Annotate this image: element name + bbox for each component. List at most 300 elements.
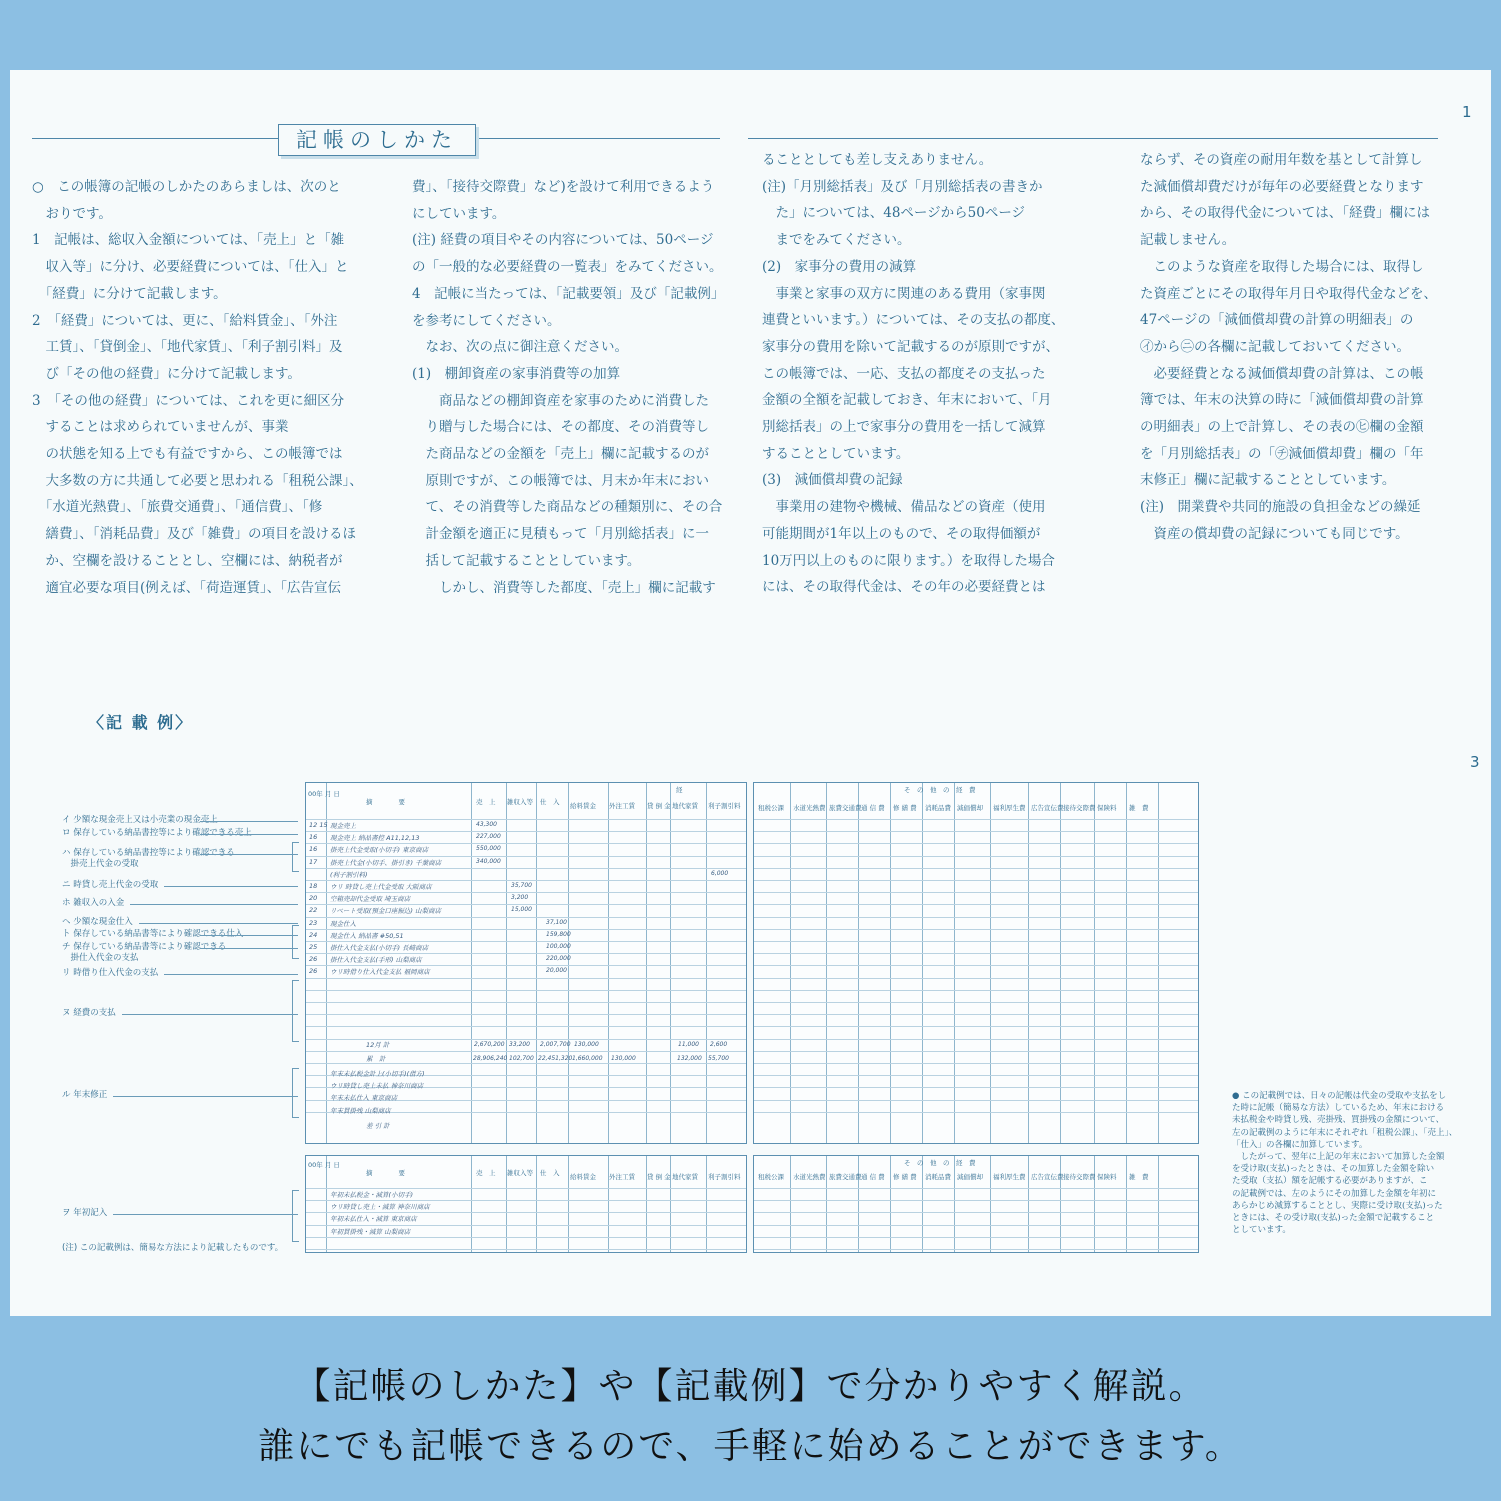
grid-column-line xyxy=(890,783,891,1143)
text-line: することは求められていませんが、事業 xyxy=(32,419,289,436)
grid-column-line xyxy=(1060,783,1061,1143)
header-summary: 摘 要 xyxy=(366,1169,405,1177)
example-label: ヘ 少額な現金仕入 xyxy=(62,917,133,927)
grid-row-line xyxy=(306,880,746,881)
text-line: 原則ですが、この帳簿では、月末か年末におい xyxy=(412,472,709,489)
text-line: (注) 経費の項目やその内容については、50ページ xyxy=(412,232,714,249)
header-other-group: そ の 他 の 経 費 xyxy=(904,1159,976,1167)
label-arrow xyxy=(200,948,298,949)
cumulative-label: 累 計 xyxy=(366,1055,386,1063)
text-line: 資産の償却費の記録についても同じです。 xyxy=(1140,525,1409,542)
entry-date: 17 xyxy=(309,857,318,866)
header-expense: 給料賃金 xyxy=(570,1173,596,1181)
text-line: 収入等」に分け、必要経費については、「仕入」と xyxy=(32,259,349,276)
example-label: ハ 保存している納品書控等により確認できる xyxy=(62,848,235,858)
text-line: (注) 開業費や共同的施設の負担金などの繰延 xyxy=(1140,499,1421,516)
entry-date: 26 xyxy=(309,967,318,976)
grid-row-line xyxy=(306,868,746,869)
example-label: ヌ 経費の支払 xyxy=(62,1008,116,1018)
entry-summary: 掛仕入代金支払(手形) 山梨商店 xyxy=(330,956,422,965)
note-line: ● この記載例では、日々の記帳は代金の受取や支払をし xyxy=(1232,1091,1447,1101)
grid-row-line xyxy=(306,965,746,966)
grid-column-line xyxy=(922,783,923,1143)
entry-date: 12 15 xyxy=(309,821,328,829)
text-line: ○ この帳簿の記帳のしかたのあらましは、次のと xyxy=(32,179,341,195)
text-line: おりです。 xyxy=(32,205,112,222)
month-total-label: 12月 計 xyxy=(366,1041,390,1049)
text-line: なお、次の点に御注意ください。 xyxy=(412,339,628,356)
grid-row-line xyxy=(754,1087,1198,1088)
text-line: 記載しません。 xyxy=(1140,232,1236,249)
ledger-year-start xyxy=(305,1155,747,1253)
grid-column-line xyxy=(646,783,647,1143)
grid-column-line xyxy=(858,783,859,1143)
grid-row-line xyxy=(306,1200,746,1201)
entry-summary: 現金売上 xyxy=(330,822,356,830)
grid-row-line xyxy=(754,941,1198,942)
header-other-expense: 旅費交通費 xyxy=(829,1173,862,1181)
month-total-value: 2,600 xyxy=(710,1041,728,1048)
grid-row-line xyxy=(306,1237,746,1238)
grid-row-line xyxy=(754,1002,1198,1003)
text-line: ることとしても差し支えありません。 xyxy=(762,152,993,168)
header-other-expense: 通 信 費 xyxy=(861,804,885,812)
grid-column-line xyxy=(326,783,327,1143)
grid-row-line xyxy=(754,904,1198,905)
text-line: 可能期間が1年以上のもので、その取得価額が xyxy=(762,525,1041,542)
header-expense: 貸 倒 金 xyxy=(647,1173,671,1181)
text-line: 費」、「接待交際費」など)を設けて利用できるよう xyxy=(412,179,715,195)
text-line: には、その取得代金は、その年の必要経費とは xyxy=(762,579,1046,596)
year-end-entry: ウリ時貸し売上未払 神奈川商店 xyxy=(330,1082,424,1091)
grid-row-line xyxy=(754,1200,1198,1201)
header-expenses-group: 経 xyxy=(676,786,683,794)
grid-row-line xyxy=(754,1014,1198,1015)
text-line: 2 「経費」については、更に、「給料賃金」、「外注 xyxy=(32,312,338,329)
example-title: 〈記 載 例〉 xyxy=(88,713,194,732)
header-other-expense: 旅費交通費 xyxy=(829,804,862,812)
month-total-value: 33,200 xyxy=(509,1041,530,1048)
ledger-main xyxy=(305,782,747,1144)
text-line: 3 「その他の経費」については、これを更に細区分 xyxy=(32,392,345,409)
label-brace xyxy=(292,1068,299,1118)
header-other-expense: 接待交際費 xyxy=(1063,1173,1096,1181)
header-other-expense: 消耗品費 xyxy=(925,1173,951,1181)
cumulative-value: 130,000 xyxy=(611,1055,636,1062)
text-line: から、その取得代金については、「経費」欄には xyxy=(1140,205,1430,222)
entry-amount: 227,000 xyxy=(476,833,501,841)
entry-amount: 550,000 xyxy=(476,845,501,853)
header-other-expense: 雑 費 xyxy=(1129,804,1149,812)
text-line: 必要経費となる減価償却費の計算は、この帳 xyxy=(1140,365,1424,382)
text-line: た資産ごとにその取得年月日や取得代金などを、 xyxy=(1140,285,1437,302)
note-line: あらかじめ減算することとし、実際に受け取(支払)った xyxy=(1232,1200,1443,1211)
entry-amount: 100,000 xyxy=(546,943,571,950)
header-other-expense: 保険料 xyxy=(1097,1173,1117,1181)
entry-date: 24 xyxy=(309,930,318,939)
grid-row-line xyxy=(754,929,1198,930)
grid-row-line xyxy=(306,917,746,918)
header-other-expense: 消耗品費 xyxy=(925,804,951,812)
grid-column-line xyxy=(706,783,707,1143)
text-line: 繕費」、「消耗品費」及び「雑費」の項目を設けるほ xyxy=(32,526,356,543)
header-other-expense: 通 信 費 xyxy=(861,1173,885,1181)
header-other-expense: 接待交際費 xyxy=(1063,804,1096,812)
text-line: 簿では、年末の決算の時に「減価償却費の計算 xyxy=(1140,392,1424,409)
year-start-entry: 年初未払税金・減算(小切手) xyxy=(330,1191,414,1199)
grid-column-line xyxy=(1094,783,1095,1143)
header-expense: 貸 倒 金 xyxy=(647,802,671,810)
header-other-expense: 修 繕 費 xyxy=(893,1173,917,1181)
grid-row-line xyxy=(754,868,1198,869)
entry-summary: ウリ時借り仕入代金支払 福岡商店 xyxy=(330,968,430,977)
note-line: を受け取(支払)ったときは、その加算した金額を除い xyxy=(1232,1164,1435,1175)
header-purchase: 仕 入 xyxy=(540,798,560,806)
grid-row-line xyxy=(306,929,746,930)
month-total-value: 11,000 xyxy=(678,1041,699,1048)
month-total-value: 2,670,200 xyxy=(474,1041,505,1048)
label-arrow xyxy=(200,935,298,936)
entry-date: 26 xyxy=(309,955,318,964)
entry-date: 16 xyxy=(309,833,318,842)
label-brace xyxy=(292,980,299,1042)
grid-row-line xyxy=(306,843,746,844)
entry-amount: 159,800 xyxy=(546,930,571,938)
text-line: を「月別総括表」の「㋠減価償却費」欄の「年 xyxy=(1140,445,1424,462)
grid-row-line xyxy=(754,1212,1198,1213)
grid-column-line xyxy=(670,783,671,1143)
entry-amount: 6,000 xyxy=(711,869,729,877)
grid-row-line xyxy=(306,1051,746,1052)
grid-row-line xyxy=(754,965,1198,966)
grid-column-line xyxy=(1126,783,1127,1143)
grid-row-line xyxy=(754,1237,1198,1238)
note-line: 未払税金や時貸し残、売掛残、買掛残の金額について、 xyxy=(1232,1115,1445,1126)
text-line: にしています。 xyxy=(412,205,506,222)
entry-amount: 340,000 xyxy=(476,857,501,865)
example-label: ニ 時貸し売上代金の受取 xyxy=(62,880,159,890)
header-other-expense: 広告宣伝費 xyxy=(1031,1173,1064,1181)
text-line: 家事分の費用を除いて記載するのが原則ですが、 xyxy=(762,338,1059,355)
text-line: た商品などの金額を「売上」欄に記載するのが xyxy=(412,446,709,463)
entry-date: 16 xyxy=(309,845,318,854)
text-line: 末修正」欄に記載することとしています。 xyxy=(1140,472,1396,489)
example-label: ト 保存している納品書等により確認できる仕入 xyxy=(62,929,244,939)
label-arrow xyxy=(200,854,298,855)
grid-row-line xyxy=(754,990,1198,991)
grid-row-line xyxy=(306,990,746,991)
grid-row-line xyxy=(306,941,746,942)
entry-date: 18 xyxy=(309,882,318,890)
grid-column-line xyxy=(990,783,991,1143)
grid-row-line xyxy=(754,880,1198,881)
label-arrow xyxy=(200,821,298,822)
text-line: (1) 棚卸資産の家事消費等の加算 xyxy=(412,365,621,382)
text-line: た」については、48ページから50ページ xyxy=(762,205,1026,222)
grid-row-line xyxy=(306,1014,746,1015)
label-arrow xyxy=(164,886,298,887)
text-line: この帳簿では、一応、支払の都度その支払った xyxy=(762,365,1046,382)
grid-row-line xyxy=(754,892,1198,893)
grid-row-line xyxy=(306,1026,746,1027)
grid-row-line xyxy=(754,1100,1198,1101)
grid-row-line xyxy=(754,1225,1198,1226)
text-line: 4 記帳に当たっては、「記載要領」及び「記載例」 xyxy=(412,285,725,302)
grid-column-line xyxy=(1158,783,1159,1143)
ledger-year-start-other xyxy=(753,1155,1199,1253)
label-arrow xyxy=(139,923,299,924)
header-other-expense: 雑 費 xyxy=(1129,1173,1149,1181)
grid-row-line xyxy=(306,856,746,857)
caption-line-2: 誰にでも記帳できるので、手軽に始めることができます。 xyxy=(258,1426,1243,1467)
example-label: ル 年末修正 xyxy=(62,1090,108,1100)
text-line: ならず、その資産の耐用年数を基として計算し xyxy=(1140,152,1423,168)
heading-rule-right xyxy=(748,138,1438,139)
note-line: た時に記帳（簡易な方法）しているため、年末における xyxy=(1232,1103,1445,1114)
text-line: 工賃」、「貸倒金」、「地代家賃」、「利子割引料」及 xyxy=(32,339,343,356)
example-label: 掛仕入代金の支払 xyxy=(62,953,139,963)
grid-row-line xyxy=(754,1112,1198,1113)
cumulative-value: 55,700 xyxy=(708,1055,729,1062)
text-line: までをみてください。 xyxy=(762,232,911,249)
cumulative-value: 22,451,320 xyxy=(538,1055,573,1062)
entry-amount: 43,300 xyxy=(476,821,497,828)
label-brace xyxy=(292,842,299,872)
entry-summary: 掛売上代金(小切手、掛引き) 千葉商店 xyxy=(330,858,442,867)
text-line: 「水道光熱費」、「旅費交通費」、「通信費」、「修 xyxy=(32,499,323,516)
grid-column-line xyxy=(471,783,472,1143)
grid-row-line xyxy=(306,819,746,820)
entry-amount: 20,000 xyxy=(546,967,567,975)
text-line: (3) 減価償却費の記録 xyxy=(762,472,903,489)
header-date: 00年 月 日 xyxy=(308,790,340,798)
year-end-entry: 年末未払税金計上(小切手)(借方) xyxy=(330,1070,425,1078)
example-label: リ 時借り仕入代金の支払 xyxy=(62,968,159,978)
text-line: り贈与した場合には、その都度、その消費等し xyxy=(412,419,709,436)
grid-row-line xyxy=(754,1249,1198,1250)
grid-column-line xyxy=(954,783,955,1143)
header-date: 00年 月 日 xyxy=(308,1161,340,1169)
header-expense: 地代家賃 xyxy=(672,802,698,810)
header-purchase: 仕 入 xyxy=(540,1169,560,1177)
header-other-expense: 租税公課 xyxy=(758,1173,784,1181)
text-line: しかし、消費等した都度、「売上」欄に記載す xyxy=(412,579,716,596)
example-note xyxy=(1232,1090,1464,1236)
header-expense: 外注工賃 xyxy=(609,802,635,810)
grid-row-line xyxy=(754,843,1198,844)
entry-summary: ウリ 時貸し売上代金受取 大阪商店 xyxy=(330,883,432,891)
text-column-2 xyxy=(412,174,724,601)
header-other-expense: 保険料 xyxy=(1097,804,1117,812)
entry-summary: 掛仕入代金支払(小切手) 長崎商店 xyxy=(330,944,429,952)
text-line: の状態を知る上でも有益ですから、この帳簿では xyxy=(32,446,343,463)
text-line: 括して記載することとしています。 xyxy=(412,552,641,569)
header-sales: 売 上 xyxy=(476,798,496,806)
header-other-expense: 水道光熱費 xyxy=(793,804,826,812)
grid-column-line xyxy=(790,783,791,1143)
grid-row-line xyxy=(306,892,746,893)
header-sales: 売 上 xyxy=(476,1169,496,1177)
text-line: 事業と家事の双方に関連のある費用（家事関 xyxy=(762,285,1046,302)
note-line: 「仕入」の各欄に加算しています。 xyxy=(1232,1139,1368,1150)
example-label: 掛売上代金の受取 xyxy=(62,859,139,869)
text-line: することとしています。 xyxy=(762,445,910,462)
grid-row-line xyxy=(754,856,1198,857)
label-arrow xyxy=(164,974,298,975)
entry-summary: 現金仕入 納品書 #50,51 xyxy=(330,931,404,940)
text-line: 商品などの棚卸資産を家事のために消費した xyxy=(412,392,709,409)
grid-row-line xyxy=(754,1188,1198,1189)
example-label: ロ 保存している納品書控等により確認できる売上 xyxy=(62,828,252,838)
note-line: したがって、翌年に上記の年末において加算した金額 xyxy=(1232,1152,1445,1163)
header-expense: 利子割引料 xyxy=(708,1173,741,1181)
header-expense: 給料賃金 xyxy=(570,802,596,810)
text-line: 金額の全額を記載しておき、年末において、「月 xyxy=(762,392,1052,409)
header-other-group: そ の 他 の 経 費 xyxy=(904,786,976,794)
cumulative-value: 1,660,000 xyxy=(572,1055,603,1062)
grid-row-line xyxy=(754,1075,1198,1076)
entry-date: 25 xyxy=(309,943,318,951)
text-line: 事業用の建物や機械、備品などの資産（使用 xyxy=(762,499,1046,516)
entry-summary: 空箱売却代金受取 埼玉商店 xyxy=(330,895,411,904)
header-other-expense: 修 繕 費 xyxy=(893,804,917,812)
entry-amount: 37,100 xyxy=(546,918,567,926)
example-label: チ 保存している納品書等により確認できる xyxy=(62,942,227,952)
grid-row-line xyxy=(306,1002,746,1003)
text-line: 1 記帳は、総収入金額については、「売上」と「雑 xyxy=(32,232,345,249)
example-footnote: (注) この記載例は、簡易な方法により記載したものです。 xyxy=(62,1243,284,1253)
entry-date: 20 xyxy=(309,894,318,903)
year-start-entry: ウリ時貸し売上・減算 神奈川商店 xyxy=(330,1203,430,1212)
grid-row-line xyxy=(306,904,746,905)
text-line: (2) 家事分の費用の減算 xyxy=(762,258,917,275)
text-line: の「一般的な必要経費の一覧表」をみてください。 xyxy=(412,259,723,276)
entry-summary: (利子割引料) xyxy=(330,870,368,879)
grid-row-line xyxy=(306,1188,746,1189)
year-start-entry: 年初買掛残・減算 山梨商店 xyxy=(330,1227,411,1236)
header-expense: 利子割引料 xyxy=(708,802,741,810)
caption-line-1: 【記帳のしかた】や【記載例】で分かりやすく解説。 xyxy=(294,1366,1207,1407)
text-line: て、その消費等した商品などの種類別に、その合 xyxy=(412,499,723,516)
example-label: ホ 雑収入の入金 xyxy=(62,898,125,908)
example-label: ヲ 年初記入 xyxy=(62,1208,108,1218)
header-expense: 外注工賃 xyxy=(609,1173,635,1181)
grid-column-line xyxy=(1028,783,1029,1143)
header-misc-income: 雑収入等 xyxy=(507,798,533,806)
text-line: の明細表」の上で計算し、その表の㋪欄の金額 xyxy=(1140,419,1424,436)
entry-summary: 現金仕入 xyxy=(330,919,356,928)
label-arrow xyxy=(122,1014,299,1015)
grid-row-line xyxy=(306,978,746,979)
ledger-other-expenses xyxy=(753,782,1199,1144)
entry-date: 23 xyxy=(309,918,318,927)
grid-row-line xyxy=(306,953,746,954)
text-line: 「経費」に分けて記載します。 xyxy=(32,285,227,302)
text-line: 適宜必要な項目(例えば、「荷造運賃」、「広告宣伝 xyxy=(32,579,342,596)
grid-row-line xyxy=(306,1063,746,1064)
text-line: び「その他の経費」に分けて記載します。 xyxy=(32,365,301,382)
text-column-4 xyxy=(1140,147,1437,548)
grid-column-line xyxy=(826,783,827,1143)
grid-column-line xyxy=(608,783,609,1143)
grid-row-line xyxy=(754,917,1198,918)
header-other-expense: 広告宣伝費 xyxy=(1031,804,1064,812)
header-other-expense: 租税公課 xyxy=(758,804,784,812)
year-start-entry: 年初未払仕入・減算 東京商店 xyxy=(330,1215,417,1224)
grid-row-line xyxy=(306,1225,746,1226)
grid-column-line xyxy=(536,783,537,1143)
note-line: としています。 xyxy=(1232,1225,1291,1236)
entry-amount: 3,200 xyxy=(511,894,529,902)
year-end-entry: 年末買掛残 山梨商店 xyxy=(330,1106,391,1115)
entry-amount: 35,700 xyxy=(511,882,532,889)
label-brace xyxy=(292,1190,299,1242)
page-number-top: 1 xyxy=(1462,103,1472,121)
grid-row-line xyxy=(306,1212,746,1213)
cumulative-value: 132,000 xyxy=(677,1055,702,1062)
text-line: 大多数の方に共通して必要と思われる「租税公課」、 xyxy=(32,472,363,489)
note-line: た受取（支払）額を記帳する必要がありますが、こ xyxy=(1232,1176,1428,1187)
entry-summary: 現金売上 納品書控 A11,12,13 xyxy=(330,834,420,843)
text-line: た減価償却費だけが毎年の必要経費となります xyxy=(1140,178,1424,195)
grid-row-line xyxy=(754,819,1198,820)
text-line: 10万円以上のものに限ります。）を取得した場合 xyxy=(762,552,1055,569)
entry-date: 22 xyxy=(309,906,318,915)
grid-row-line xyxy=(754,1063,1198,1064)
grid-row-line xyxy=(306,1249,746,1250)
text-column-3 xyxy=(762,147,1064,601)
text-line: か、空欄を設けることとし、空欄には、納税者が xyxy=(32,552,343,569)
year-total-label: 差 引 計 xyxy=(366,1122,390,1130)
grid-row-line xyxy=(754,953,1198,954)
cumulative-value: 102,700 xyxy=(509,1055,534,1062)
header-other-expense: 減価償却 xyxy=(957,804,983,812)
text-line: 47ページの「減価償却費の計算の明細表」の xyxy=(1140,312,1414,329)
page-number-example: 3 xyxy=(1470,753,1480,771)
grid-row-line xyxy=(306,831,746,832)
label-arrow xyxy=(130,904,298,905)
text-line: 計金額を適正に見積もって「月別総括表」に一 xyxy=(412,526,709,543)
header-other-expense: 水道光熱費 xyxy=(793,1173,826,1181)
label-arrow xyxy=(200,834,298,835)
section-heading: 記帳のしかた xyxy=(278,124,476,156)
header-other-expense: 福利厚生費 xyxy=(993,1173,1026,1181)
header-misc-income: 雑収入等 xyxy=(507,1169,533,1177)
grid-row-line xyxy=(754,1026,1198,1027)
text-line: (注)「月別総括表」及び「月別総括表の書きか xyxy=(762,178,1043,195)
grid-row-line xyxy=(754,831,1198,832)
header-other-expense: 福利厚生費 xyxy=(993,804,1026,812)
text-line: 別総括表」の上で家事分の費用を一括して減算 xyxy=(762,419,1046,436)
entry-amount: 15,000 xyxy=(511,906,532,914)
label-arrow xyxy=(113,1096,298,1097)
example-label: イ 少額な現金売上又は小売業の現金売上 xyxy=(62,815,218,825)
grid-column-line xyxy=(506,783,507,1143)
label-arrow xyxy=(113,1214,298,1215)
text-line: を参考にしてください。 xyxy=(412,312,561,329)
label-brace xyxy=(292,925,299,959)
grid-row-line xyxy=(754,978,1198,979)
grid-row-line xyxy=(754,1051,1198,1052)
header-expense: 地代家賃 xyxy=(672,1173,698,1181)
header-other-expense: 減価償却 xyxy=(957,1173,983,1181)
entry-amount: 220,000 xyxy=(546,955,571,963)
entry-summary: リベート受取(預金口座振込) 山梨商店 xyxy=(330,907,442,916)
grid-column-line xyxy=(568,783,569,1143)
month-total-value: 130,000 xyxy=(574,1041,599,1048)
header-summary: 摘 要 xyxy=(366,798,405,806)
text-line: 連費といいます。）については、その支払の都度、 xyxy=(762,312,1065,329)
